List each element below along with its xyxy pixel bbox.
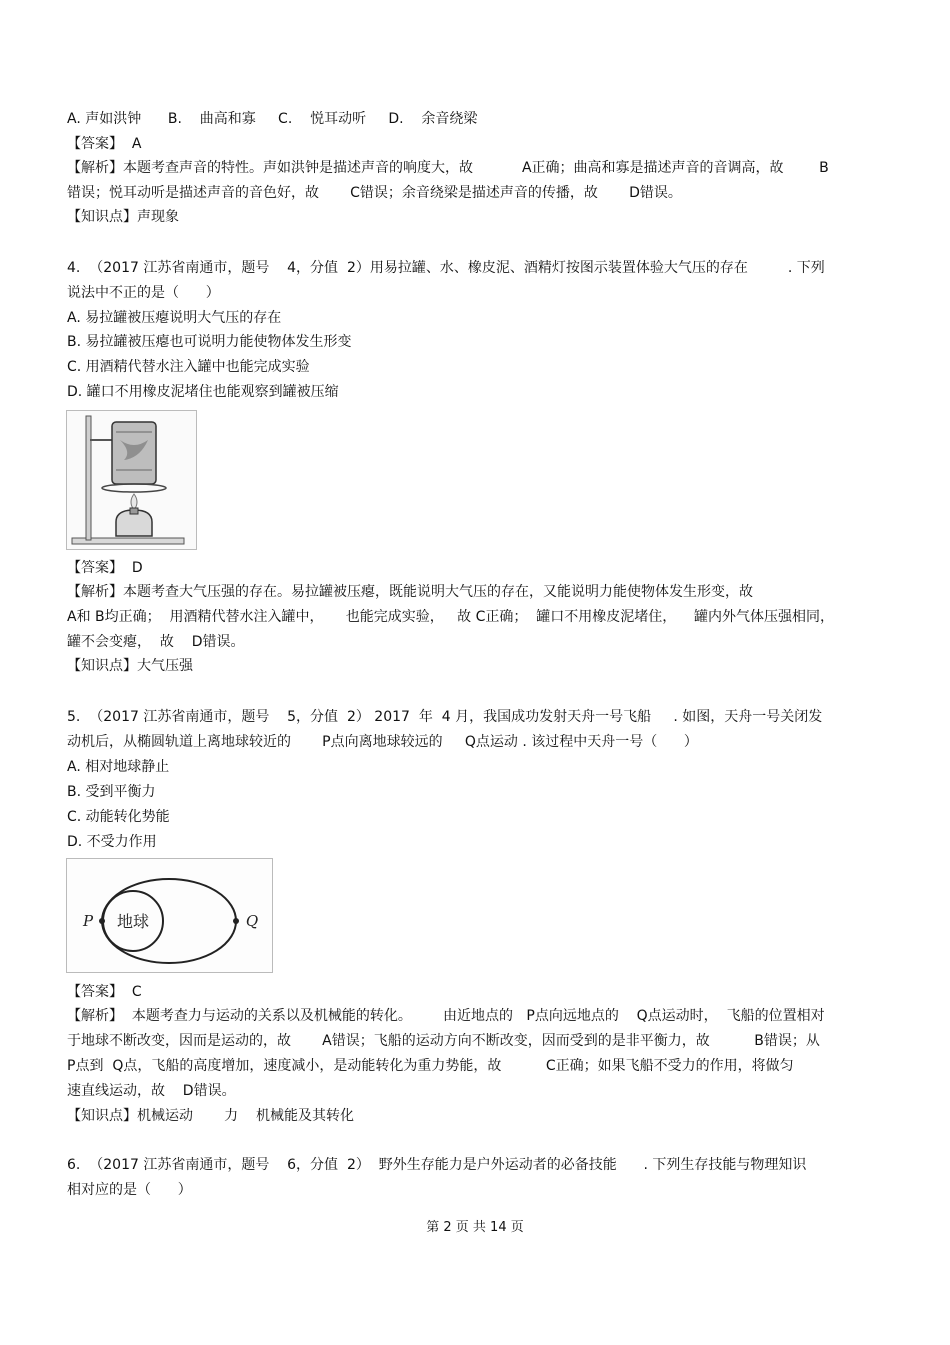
q3-analysis-line-2: 错误；悦耳动听是描述声音的音色好，故 C错误；余音绕梁是描述声音的传播，故 D错误。 [67, 185, 682, 201]
q4-option-a: A. 易拉罐被压瘪说明大气压的存在 [67, 310, 282, 326]
q5-analysis-line-2: 于地球不断改变，因而是运动的，故 A错误；飞船的运动方向不断改变，因而受到的是非平衡力，故 B错误；从 [67, 1033, 820, 1049]
q3-knowledge: 【知识点】声现象 [67, 209, 179, 225]
q5-option-a: A. 相对地球静止 [67, 759, 170, 775]
page-number-footer: 第 2 页 共 14 页 [426, 1220, 524, 1235]
q4-analysis-line-2: A和 B均正确； 用酒精代替水注入罐中， 也能完成实验， 故 C正确； 罐口不用橡皮泥堵住， 罐内外气体压强相同， [67, 609, 835, 625]
q5-stem-line-1: 5. （2017 江苏省南通市，题号 5，分值 2） 2017 年 4 月，我国成功发射天舟一号飞船 . 如图，天舟一号关闭发 [67, 709, 823, 725]
point-q-label: Q [245, 912, 259, 930]
q5-option-b: B. 受到平衡力 [67, 784, 156, 800]
q4-analysis-line-3: 罐不会变瘪， 故 D错误。 [67, 634, 245, 650]
q5-option-c: C. 动能转化势能 [67, 809, 170, 825]
q4-stem-line-2: 说法中不正的是（ ） [67, 285, 220, 301]
q5-analysis-line-1: 【解析】 本题考查力与运动的关系以及机械能的转化。 由近地点的 P点向远地点的 Q点运动时， 飞船的位置相对 [67, 1008, 825, 1024]
q5-answer: 【答案】 C [67, 984, 142, 1000]
q5-stem-line-2: 动机后，从椭圆轨道上离地球较近的 P点向离地球较远的 Q点运动 . 该过程中天舟一号（ ） [67, 734, 698, 750]
q4-stem-line-1: 4. （2017 江苏省南通市，题号 4，分值 2）用易拉罐、水、橡皮泥、酒精灯按图示装置体验大气压的存在 . 下列 [67, 260, 825, 276]
q4-answer: 【答案】 D [67, 560, 143, 576]
point-p-label: P [82, 912, 94, 930]
q5-option-d: D. 不受力作用 [67, 834, 157, 850]
can-heating-apparatus-illustration [66, 410, 197, 550]
q3-options: A. 声如洪钟 B. 曲高和寡 C. 悦耳动听 D. 余音绕梁 [67, 111, 478, 127]
q6-stem-line-2: 相对应的是（ ） [67, 1182, 192, 1198]
q4-option-d: D. 罐口不用橡皮泥堵住也能观察到罐被压缩 [67, 384, 339, 400]
earth-label: 地球 [116, 912, 150, 931]
q5-knowledge: 【知识点】机械运动 力 机械能及其转化 [67, 1108, 354, 1124]
q4-apparatus-figure [66, 410, 197, 550]
q3-answer: 【答案】 A [67, 136, 142, 152]
q4-option-c: C. 用酒精代替水注入罐中也能完成实验 [67, 359, 310, 375]
q5-analysis-line-4: 速直线运动，故 D错误。 [67, 1083, 236, 1099]
q4-knowledge: 【知识点】大气压强 [67, 658, 193, 674]
q4-option-b: B. 易拉罐被压瘪也可说明力能使物体发生形变 [67, 334, 352, 350]
q6-stem-line-1: 6. （2017 江苏省南通市，题号 6，分值 2） 野外生存能力是户外运动者的必备技能 . 下列生存技能与物理知识 [67, 1157, 807, 1173]
q3-analysis-line-1: 【解析】本题考查声音的特性。声如洪钟是描述声音的响度大，故 A正确；曲高和寡是描述声音的音调高，故 B [67, 160, 829, 176]
elliptical-orbit-diagram [66, 858, 273, 973]
q4-analysis-line-1: 【解析】本题考查大气压强的存在。易拉罐被压瘪，既能说明大气压的存在，又能说明力能使物体发生形变，故 [67, 584, 753, 600]
q5-analysis-line-3: P点到 Q点，飞船的高度增加，速度减小，是动能转化为重力势能，故 C正确；如果飞船不受力的作用，将做匀 [67, 1058, 794, 1074]
q5-orbit-figure [66, 858, 273, 973]
